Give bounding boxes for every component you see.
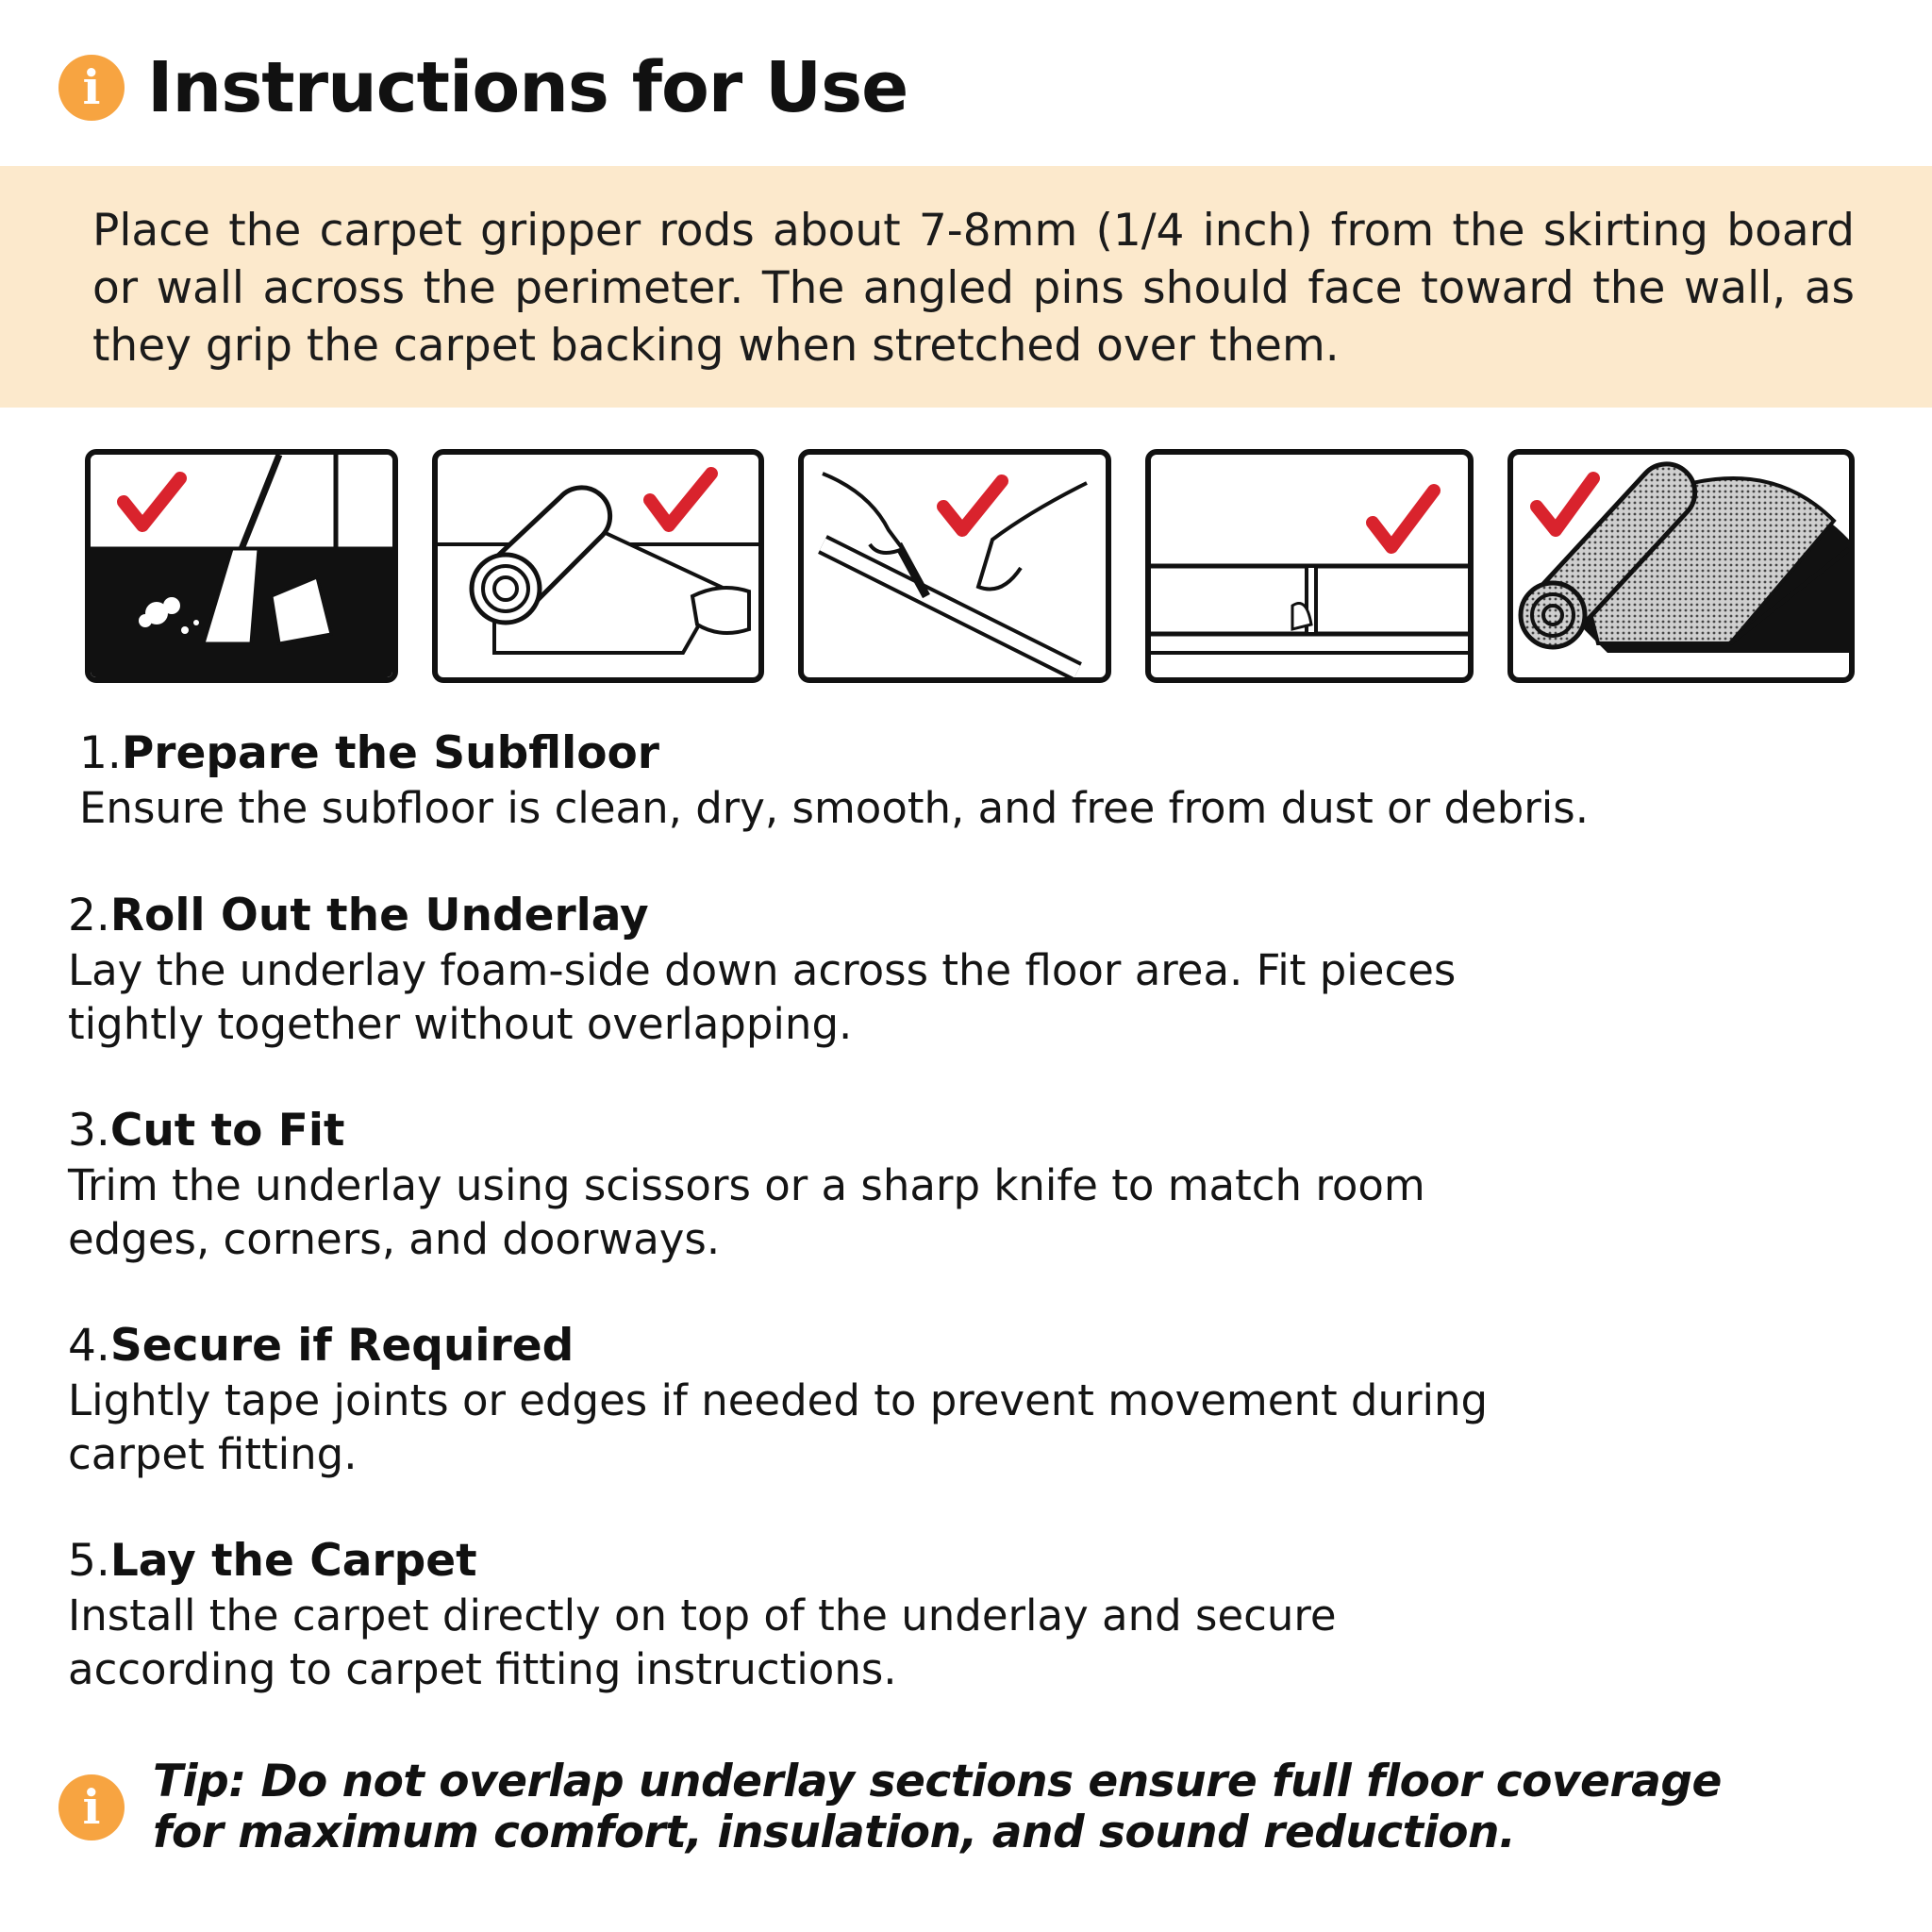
step-title: Secure if Required: [109, 1320, 575, 1372]
step-number: 1.: [79, 727, 122, 779]
step-5: [68, 1534, 1337, 1696]
step-3: [68, 1104, 1425, 1266]
step-title: Prepare the Subflloor: [121, 727, 659, 779]
step-body-line: carpet fitting.: [68, 1429, 358, 1479]
step-4: [68, 1319, 1488, 1481]
page-title: Instructions for Use: [147, 47, 908, 128]
step-number: 5.: [68, 1535, 110, 1587]
illustration-strip: [0, 449, 1932, 687]
intro-band: [0, 166, 1932, 408]
roll-out-underlay-icon: [438, 455, 758, 677]
butt-joint-icon: [1151, 455, 1468, 677]
step-1: [79, 726, 1589, 835]
step-number: 4.: [68, 1320, 110, 1372]
intro-text: Place the carpet gripper rods about 7-8mm (1/4 inch) from the skirting board or wall across the perimeter. The angled pins should face toward the wall, as they grip the carpet backing when stretched over them.: [92, 205, 1855, 372]
broom-sweeping-icon: [91, 455, 392, 677]
panel-roll-out: [432, 449, 764, 683]
step-body-line: according to carpet fitting instructions.: [68, 1644, 897, 1694]
tip-line: Tip: Do not overlap underlay sections ensure full floor coverage: [153, 1756, 1722, 1807]
step-body-line: Trim the underlay using scissors or a sharp knife to match room: [68, 1160, 1425, 1210]
tip-line: for maximum comfort, insulation, and sound reduction.: [153, 1807, 1516, 1858]
step-body-line: tightly together without overlapping.: [68, 999, 853, 1049]
step-body-line: Lightly tape joints or edges if needed to prevent movement during: [68, 1375, 1489, 1425]
step-number: 2.: [68, 890, 110, 941]
info-icon: i: [58, 55, 125, 121]
panel-cut: [798, 449, 1111, 683]
step-title: Lay the Carpet: [109, 1535, 477, 1587]
panel-carpet-roll: [1507, 449, 1855, 683]
cut-with-knife-icon: [804, 455, 1106, 677]
tip-callout: [58, 1757, 1722, 1858]
panel-sweep: [85, 449, 398, 683]
info-icon: i: [58, 1774, 125, 1840]
step-body-line: Lay the underlay foam-side down across the floor area. Fit pieces: [68, 945, 1457, 995]
step-body-line: edges, corners, and doorways.: [68, 1214, 721, 1264]
step-body-line: Install the carpet directly on top of the underlay and secure: [68, 1591, 1337, 1641]
page-header: [58, 47, 908, 128]
step-title: Roll Out the Underlay: [109, 890, 649, 941]
step-title: Cut to Fit: [109, 1105, 345, 1157]
step-body-line: Ensure the subfloor is clean, dry, smooth, and free from dust or debris.: [79, 783, 1590, 833]
step-2: [68, 889, 1456, 1051]
carpet-roll-icon: [1513, 455, 1849, 677]
panel-butt-joint: [1145, 449, 1474, 683]
step-number: 3.: [68, 1105, 110, 1157]
